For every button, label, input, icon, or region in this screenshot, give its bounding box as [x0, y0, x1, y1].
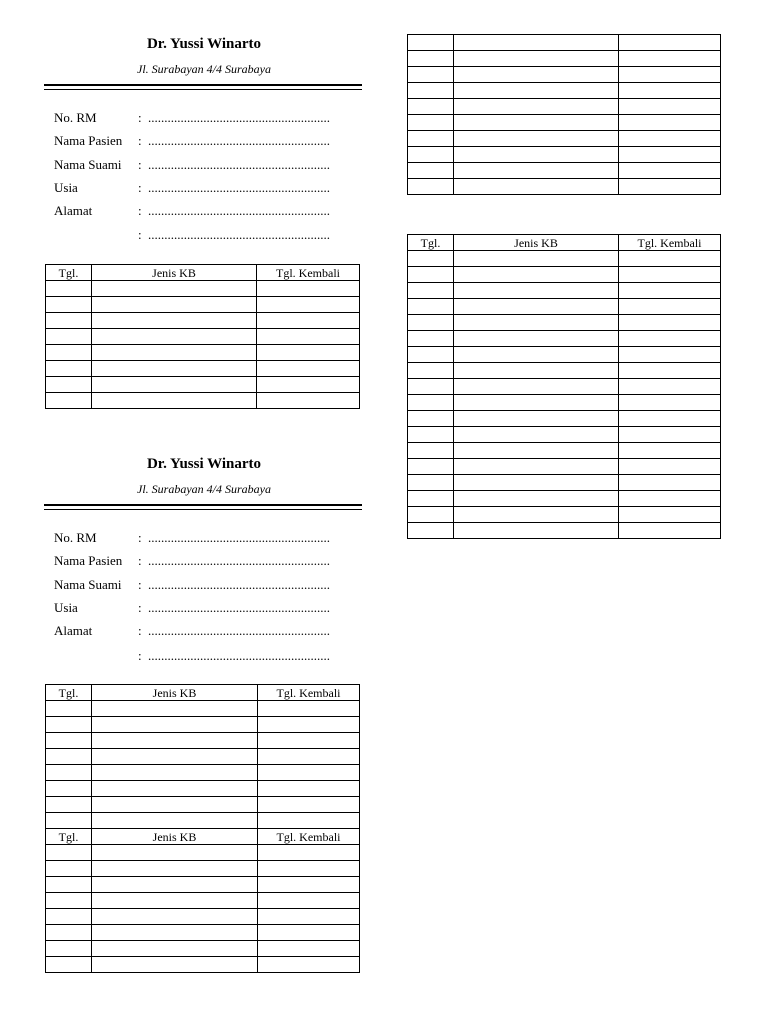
- table-row: [46, 701, 360, 717]
- table-row: [408, 131, 721, 147]
- field-label: Nama Pasien: [54, 133, 123, 148]
- table-row: [46, 813, 360, 829]
- field-input-nama-pasien[interactable]: ........................................................: [148, 133, 330, 148]
- table-row: [408, 179, 721, 195]
- table-row: [46, 925, 360, 941]
- field-colon: :: [138, 553, 142, 568]
- doctor-name: Dr. Yussi Winarto: [146, 456, 262, 472]
- table-row: [46, 893, 360, 909]
- field-label: Nama Suami: [54, 157, 122, 172]
- table-row: [408, 283, 721, 299]
- field-colon: :: [138, 227, 142, 242]
- col-header-tgl-kembali: Tgl. Kembali: [258, 685, 360, 701]
- table-row: [408, 83, 721, 99]
- field-colon: :: [138, 530, 142, 545]
- table-header-row: [46, 265, 360, 281]
- table-row: [46, 877, 360, 893]
- table-row: [408, 395, 721, 411]
- table-header-row: [408, 235, 721, 251]
- table-row: [46, 765, 360, 781]
- header-rule-thin: [44, 89, 362, 90]
- field-input-alamat[interactable]: ........................................................: [148, 203, 330, 218]
- field-colon: :: [138, 133, 142, 148]
- col-header-jenis-kb: Jenis KB: [454, 235, 619, 251]
- table-row: [408, 299, 721, 315]
- clinic-address: Jl. Surabayan 4/4 Surabaya: [137, 62, 271, 76]
- table-row: [46, 957, 360, 973]
- kb-table: [45, 264, 360, 409]
- field-input-usia[interactable]: ........................................................: [148, 600, 330, 615]
- col-header-tgl-kembali: Tgl. Kembali: [258, 829, 360, 845]
- table-row: [46, 297, 360, 313]
- table-row: [46, 861, 360, 877]
- table-row: [46, 749, 360, 765]
- field-input-alamat[interactable]: ........................................................: [148, 623, 330, 638]
- table-row: [408, 331, 721, 347]
- kb-table: [45, 684, 360, 973]
- kb-table-continuation: [407, 34, 721, 195]
- table-row: [408, 379, 721, 395]
- table-row: [46, 329, 360, 345]
- table-row: [46, 797, 360, 813]
- field-colon: :: [138, 648, 142, 663]
- table-row: [408, 491, 721, 507]
- table-row: [408, 35, 721, 51]
- field-label: Alamat: [54, 203, 93, 218]
- field-input-nama-suami[interactable]: ........................................................: [148, 577, 330, 592]
- field-input-alamat-2[interactable]: ........................................................: [148, 648, 330, 663]
- field-colon: :: [138, 110, 142, 125]
- col-header-jenis-kb: Jenis KB: [92, 685, 258, 701]
- field-input-nama-suami[interactable]: ........................................................: [148, 157, 330, 172]
- table-row: [408, 475, 721, 491]
- table-row: [408, 115, 721, 131]
- table-header-row: [46, 829, 360, 845]
- table-row: [408, 347, 721, 363]
- table-row: [408, 51, 721, 67]
- header-rule: [44, 504, 362, 506]
- field-colon: :: [138, 600, 142, 615]
- table-row: [408, 427, 721, 443]
- field-label: Alamat: [54, 623, 93, 638]
- table-row: [46, 313, 360, 329]
- field-input-no-rm[interactable]: ........................................................: [148, 530, 330, 545]
- col-header-tgl-kembali: Tgl. Kembali: [257, 265, 360, 281]
- col-header-jenis-kb: Jenis KB: [92, 265, 257, 281]
- field-colon: :: [138, 203, 142, 218]
- table-row: [408, 363, 721, 379]
- table-row: [46, 393, 360, 409]
- field-label: No. RM: [54, 530, 97, 545]
- table-row: [46, 361, 360, 377]
- table-row: [408, 315, 721, 331]
- field-label: Nama Suami: [54, 577, 122, 592]
- table-header-row: [46, 685, 360, 701]
- header-rule-thin: [44, 509, 362, 510]
- doctor-name: Dr. Yussi Winarto: [146, 36, 262, 52]
- table-row: [46, 845, 360, 861]
- table-row: [408, 251, 721, 267]
- clinic-address: Jl. Surabayan 4/4 Surabaya: [137, 482, 271, 496]
- table-row: [408, 67, 721, 83]
- table-row: [408, 459, 721, 475]
- table-row: [408, 147, 721, 163]
- col-header-tgl: Tgl.: [46, 829, 92, 845]
- table-row: [46, 377, 360, 393]
- field-colon: :: [138, 623, 142, 638]
- kb-table: [407, 234, 721, 539]
- table-row: [46, 941, 360, 957]
- field-label: Usia: [54, 600, 78, 615]
- field-colon: :: [138, 180, 142, 195]
- col-header-tgl: Tgl.: [408, 235, 454, 251]
- table-row: [46, 281, 360, 297]
- table-row: [46, 717, 360, 733]
- field-label: Usia: [54, 180, 78, 195]
- table-row: [408, 443, 721, 459]
- header-rule: [44, 84, 362, 86]
- col-header-tgl-kembali: Tgl. Kembali: [619, 235, 721, 251]
- col-header-jenis-kb: Jenis KB: [92, 829, 258, 845]
- table-row: [408, 411, 721, 427]
- table-row: [408, 267, 721, 283]
- field-colon: :: [138, 577, 142, 592]
- table-row: [408, 523, 721, 539]
- table-row: [46, 733, 360, 749]
- table-row: [408, 99, 721, 115]
- field-input-nama-pasien[interactable]: ........................................................: [148, 553, 330, 568]
- field-input-usia[interactable]: ........................................................: [148, 180, 330, 195]
- field-label: Nama Pasien: [54, 553, 123, 568]
- table-row: [46, 781, 360, 797]
- table-row: [408, 507, 721, 523]
- table-row: [46, 909, 360, 925]
- field-colon: :: [138, 157, 142, 172]
- field-input-no-rm[interactable]: ........................................................: [148, 110, 330, 125]
- table-row: [408, 163, 721, 179]
- field-label: No. RM: [54, 110, 97, 125]
- table-row: [46, 345, 360, 361]
- col-header-tgl: Tgl.: [46, 265, 92, 281]
- field-input-alamat-2[interactable]: ........................................................: [148, 227, 330, 242]
- col-header-tgl: Tgl.: [46, 685, 92, 701]
